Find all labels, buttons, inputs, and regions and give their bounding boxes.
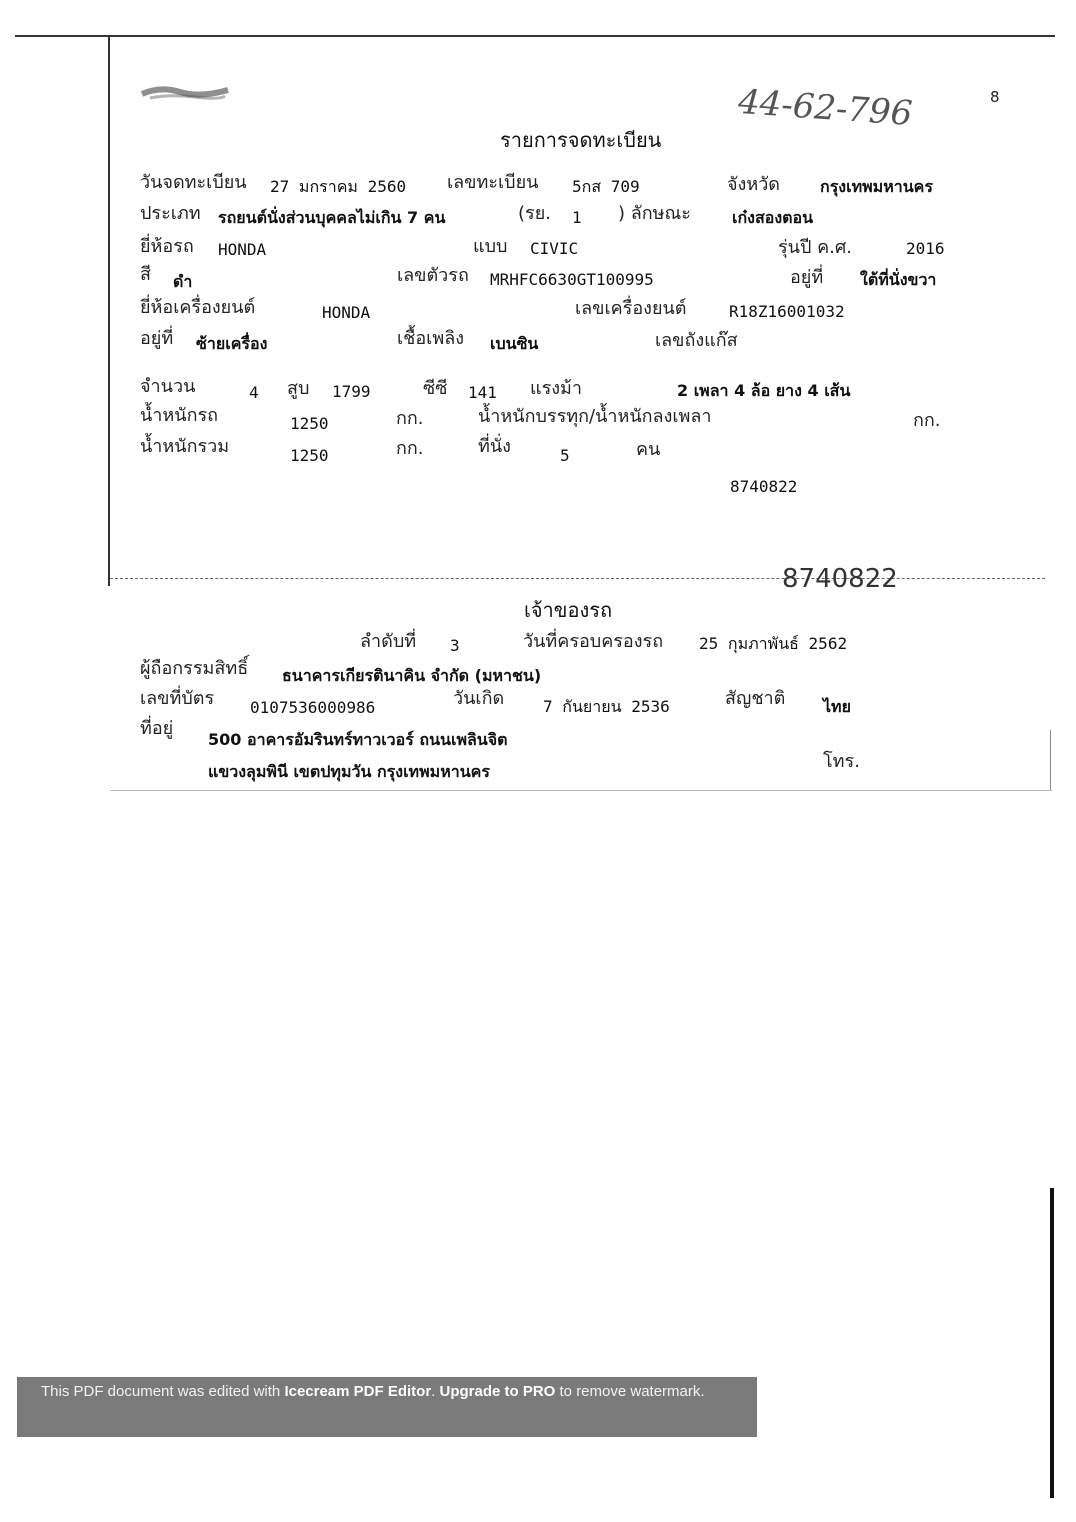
seats-unit: คน bbox=[636, 439, 661, 460]
doc-number: 8740822 bbox=[730, 477, 798, 496]
year: 2016 bbox=[906, 239, 945, 258]
scan-top-border bbox=[15, 35, 1055, 37]
watermark-text-1: This PDF document was edited with bbox=[41, 1383, 285, 1400]
vin: MRHFC6630GT100995 bbox=[490, 270, 654, 289]
ry: 1 bbox=[572, 208, 582, 227]
cut-doc-number: 8740822 bbox=[782, 564, 898, 594]
color-label: สี bbox=[140, 264, 151, 285]
style-label: ) ลักษณะ bbox=[618, 203, 691, 224]
brand: HONDA bbox=[218, 240, 267, 259]
tel-label: โทร. bbox=[823, 751, 860, 772]
address-line-2: แขวงลุมพินี เขตปทุมวัน กรุงเทพมหานคร bbox=[208, 762, 490, 781]
model: CIVIC bbox=[530, 239, 579, 258]
nation-label: สัญชาติ bbox=[725, 688, 786, 709]
seq-label: ลำดับที่ bbox=[360, 631, 417, 652]
plate: 5กส 709 bbox=[572, 177, 640, 196]
year-label: รุ่นปี ค.ศ. bbox=[778, 237, 853, 258]
watermark-brand: Icecream PDF Editor bbox=[284, 1383, 432, 1400]
clip-edge bbox=[110, 790, 1052, 791]
possess-date: 25 กุมภาพันธ์ 2562 bbox=[699, 634, 848, 653]
hp-label: แรงม้า bbox=[530, 378, 583, 399]
handwritten-number: 44-62-796 bbox=[736, 81, 914, 135]
owner-title: เจ้าของรถ bbox=[524, 598, 613, 622]
address-line-1: 500 อาคารอัมรินทร์ทาวเวอร์ ถนนเพลินจิต bbox=[208, 730, 508, 749]
kg-2: กก. bbox=[913, 410, 941, 431]
reg-date: 27 มกราคม 2560 bbox=[270, 177, 407, 196]
possess-date-label: วันที่ครอบครองรถ bbox=[523, 631, 664, 652]
color: ดำ bbox=[173, 272, 193, 291]
birth: 7 กันยายน 2536 bbox=[543, 697, 670, 716]
hp: 141 bbox=[468, 383, 497, 402]
ry-label: (รย. bbox=[518, 203, 551, 224]
style: เก๋งสองตอน bbox=[732, 208, 814, 227]
card-label: เลขที่บัตร bbox=[140, 688, 215, 709]
watermark-text bbox=[41, 1383, 705, 1400]
total-weight: 1250 bbox=[290, 446, 329, 465]
kg-3: กก. bbox=[396, 438, 424, 459]
scan-right-edge bbox=[1050, 730, 1051, 790]
engine-loc-label: อยู่ที่ bbox=[140, 328, 174, 349]
load-label: น้ำหนักบรรทุก/น้ำหนักลงเพลา bbox=[478, 406, 712, 427]
cyl-unit: สูบ bbox=[287, 378, 310, 399]
weight: 1250 bbox=[290, 414, 329, 433]
plate-label: เลขทะเบียน bbox=[447, 172, 539, 193]
brand-label: ยี่ห้อรถ bbox=[140, 236, 194, 257]
vin-label: เลขตัวรถ bbox=[397, 265, 469, 286]
axles: 2 เพลา 4 ล้อ ยาง 4 เส้น bbox=[677, 381, 851, 400]
engine-brand-label: ยี่ห้อเครื่องยนต์ bbox=[140, 297, 256, 318]
type-label: ประเภท bbox=[140, 203, 201, 224]
address-label: ที่อยู่ bbox=[140, 718, 174, 739]
vin-loc: ใต้ที่นั่งขวา bbox=[860, 270, 937, 289]
birth-label: วันเกิด bbox=[453, 688, 505, 709]
total-weight-label: น้ำหนักรวม bbox=[140, 436, 230, 457]
holder: ธนาคารเกียรตินาคิน จำกัด (มหาชน) bbox=[282, 666, 542, 685]
seq: 3 bbox=[450, 636, 460, 655]
cc: 1799 bbox=[332, 382, 371, 401]
fuel: เบนซิน bbox=[490, 334, 539, 353]
cut-number-wrap bbox=[780, 560, 940, 594]
card: 0107536000986 bbox=[250, 698, 376, 717]
watermark-upgrade-link[interactable]: Upgrade to PRO bbox=[439, 1383, 556, 1400]
province-label: จังหวัด bbox=[727, 174, 780, 195]
vin-loc-label: อยู่ที่ bbox=[790, 267, 824, 288]
cc-label: ซีซี bbox=[423, 378, 448, 399]
fuel-label: เชื้อเพลิง bbox=[397, 328, 465, 349]
type: รถยนต์นั่งส่วนบุคคลไม่เกิน 7 คน bbox=[218, 208, 446, 227]
watermark-banner bbox=[17, 1377, 757, 1437]
watermark-text-2: . bbox=[431, 1383, 440, 1400]
cyl-label: จำนวน bbox=[140, 376, 196, 397]
weight-label: น้ำหนักรถ bbox=[140, 405, 219, 426]
nation: ไทย bbox=[823, 697, 851, 716]
seats-label: ที่นั่ง bbox=[478, 436, 511, 457]
engine-brand: HONDA bbox=[322, 303, 371, 322]
gas-tank-label: เลขถังแก๊ส bbox=[655, 330, 738, 351]
stamp-mark bbox=[140, 82, 232, 104]
section-divider bbox=[110, 578, 1045, 579]
engine-loc: ซ้ายเครื่อง bbox=[196, 334, 268, 353]
engine-no: R18Z16001032 bbox=[729, 302, 845, 321]
holder-label: ผู้ถือกรรมสิทธิ์ bbox=[140, 658, 249, 679]
scan-right-bar bbox=[1050, 1188, 1054, 1498]
watermark-text-3: to remove watermark. bbox=[555, 1383, 705, 1400]
reg-date-label: วันจดทะเบียน bbox=[140, 172, 247, 193]
seats: 5 bbox=[560, 446, 570, 465]
kg-1: กก. bbox=[396, 408, 424, 429]
engine-no-label: เลขเครื่องยนต์ bbox=[575, 298, 687, 319]
registration-title: รายการจดทะเบียน bbox=[500, 128, 662, 152]
province: กรุงเทพมหานคร bbox=[820, 177, 933, 196]
model-label: แบบ bbox=[473, 236, 508, 257]
page-number: 8 bbox=[990, 88, 1000, 106]
scan-left-border bbox=[108, 36, 110, 586]
cyl: 4 bbox=[249, 383, 259, 402]
